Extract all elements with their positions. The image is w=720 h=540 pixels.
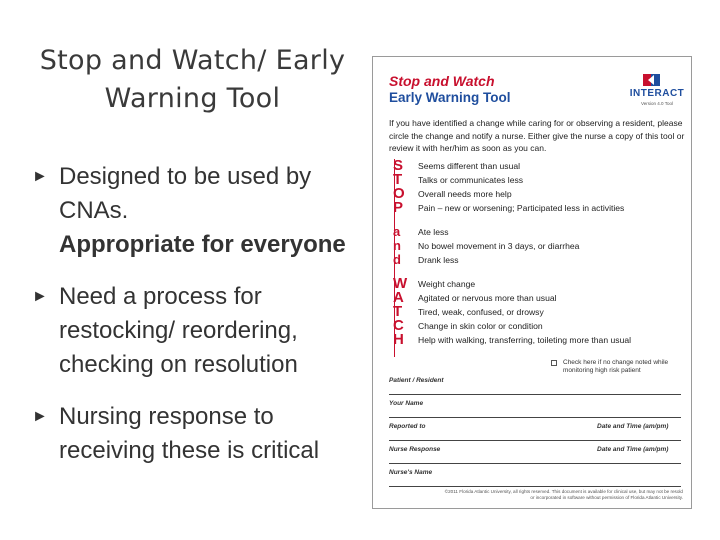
acrostic-list [391,159,691,347]
acrostic-text: Pain – new or worsening; Participated less in activities [418,203,625,213]
acrostic-row[interactable] [391,277,691,291]
acrostic-text: Seems different than usual [418,161,521,171]
acrostic-letter: P [393,199,404,216]
acrostic-text: Overall needs more help [418,189,512,199]
triangle-bullet-icon: ► [32,408,48,425]
form-instructions: If you have identified a change while caring for or observing a resident, please circle the change and notify a nurse. Either give the nurse a copy of this tool or review it with her/him as soon as you can. [389,118,685,153]
no-change-checkbox[interactable] [551,360,557,366]
nurse-response-field[interactable] [389,446,681,464]
nurses-name-field[interactable] [389,469,681,487]
acrostic-letter: d [393,252,401,267]
bullet-list [32,160,352,486]
acrostic-letter: H [393,331,404,348]
acrostic-letter: T [393,171,403,188]
acrostic-letter: W [393,275,408,292]
form-header [373,57,691,117]
reported-to-label: Reported to [389,423,426,430]
bullet-text: Designed to be used by CNAs. [59,163,312,224]
acrostic-text: Agitated or nervous more than usual [418,293,557,303]
acrostic-row[interactable] [391,173,691,187]
date-time-label: Date and Time (am/pm) [597,446,669,453]
acrostic-text: No bowel movement in 3 days, or diarrhea [418,241,580,251]
acrostic-letter: O [393,185,405,202]
acrostic-row[interactable] [391,225,691,239]
form-subtitle: Early Warning Tool [389,90,511,105]
slide-title [20,42,365,118]
patient-field[interactable] [389,377,681,395]
logo-version: Version 4.0 Tool [641,101,673,106]
no-change-label: Check here if no change noted while monitoring high risk patient [563,359,669,374]
acrostic-row[interactable] [391,159,691,173]
reported-to-field[interactable] [389,423,681,441]
logo-text: INTERACT [629,88,685,99]
title-line-2: Warning Tool [104,83,281,114]
acrostic-letter: A [393,289,404,306]
your-name-label: Your Name [389,400,424,407]
bullet-emphasis: Appropriate for everyone [59,231,346,258]
acrostic-letter: a [393,224,401,239]
copyright-footer: ©2011 Florida Atlantic University, all rights reserved. This document is available for clinical use, but may not be resold or incorporated in software without permission of Florida Atlantic University. [444,489,683,500]
date-time-label: Date and Time (am/pm) [597,423,669,430]
bullet-text: Nursing response to receiving these is critical [59,403,320,464]
interact-logo [629,71,685,111]
bullet-item [32,400,352,468]
triangle-bullet-icon: ► [32,168,48,185]
patient-label: Patient / Resident [389,377,444,384]
acrostic-row[interactable] [391,305,691,319]
nurses-name-label: Nurse's Name [389,469,433,476]
acrostic-text: Change in skin color or condition [418,321,543,331]
title-line-1: Stop and Watch/ Early [39,45,346,76]
acrostic-text: Weight change [418,279,476,289]
form-title: Stop and Watch [389,73,495,89]
triangle-bullet-icon: ► [32,288,48,305]
bullet-text: Need a process for restocking/ reordering, checking on resolution [59,283,298,378]
acrostic-row[interactable] [391,333,691,347]
acrostic-text: Tired, weak, confused, or drowsy [418,307,544,317]
acrostic-row[interactable] [391,253,691,267]
acrostic-text: Ate less [418,227,449,237]
acrostic-text: Drank less [418,255,459,265]
acrostic-letter: S [393,157,404,174]
acrostic-letter: C [393,317,404,334]
nurse-response-label: Nurse Response [389,446,441,453]
acrostic-row[interactable] [391,319,691,333]
acrostic-text: Talks or communicates less [418,175,524,185]
bullet-item [32,160,352,262]
bullet-item [32,280,352,382]
interact-logo-icon [641,71,663,89]
acrostic-row[interactable] [391,239,691,253]
acrostic-text: Help with walking, transferring, toileting more than usual [418,335,632,345]
acrostic-letter: n [393,238,401,253]
stop-and-watch-form [372,56,692,509]
acrostic-letter: T [393,303,403,320]
no-change-check [551,359,686,375]
acrostic-row[interactable] [391,291,691,305]
acrostic-row[interactable] [391,201,691,215]
your-name-field[interactable] [389,400,681,418]
acrostic-row[interactable] [391,187,691,201]
